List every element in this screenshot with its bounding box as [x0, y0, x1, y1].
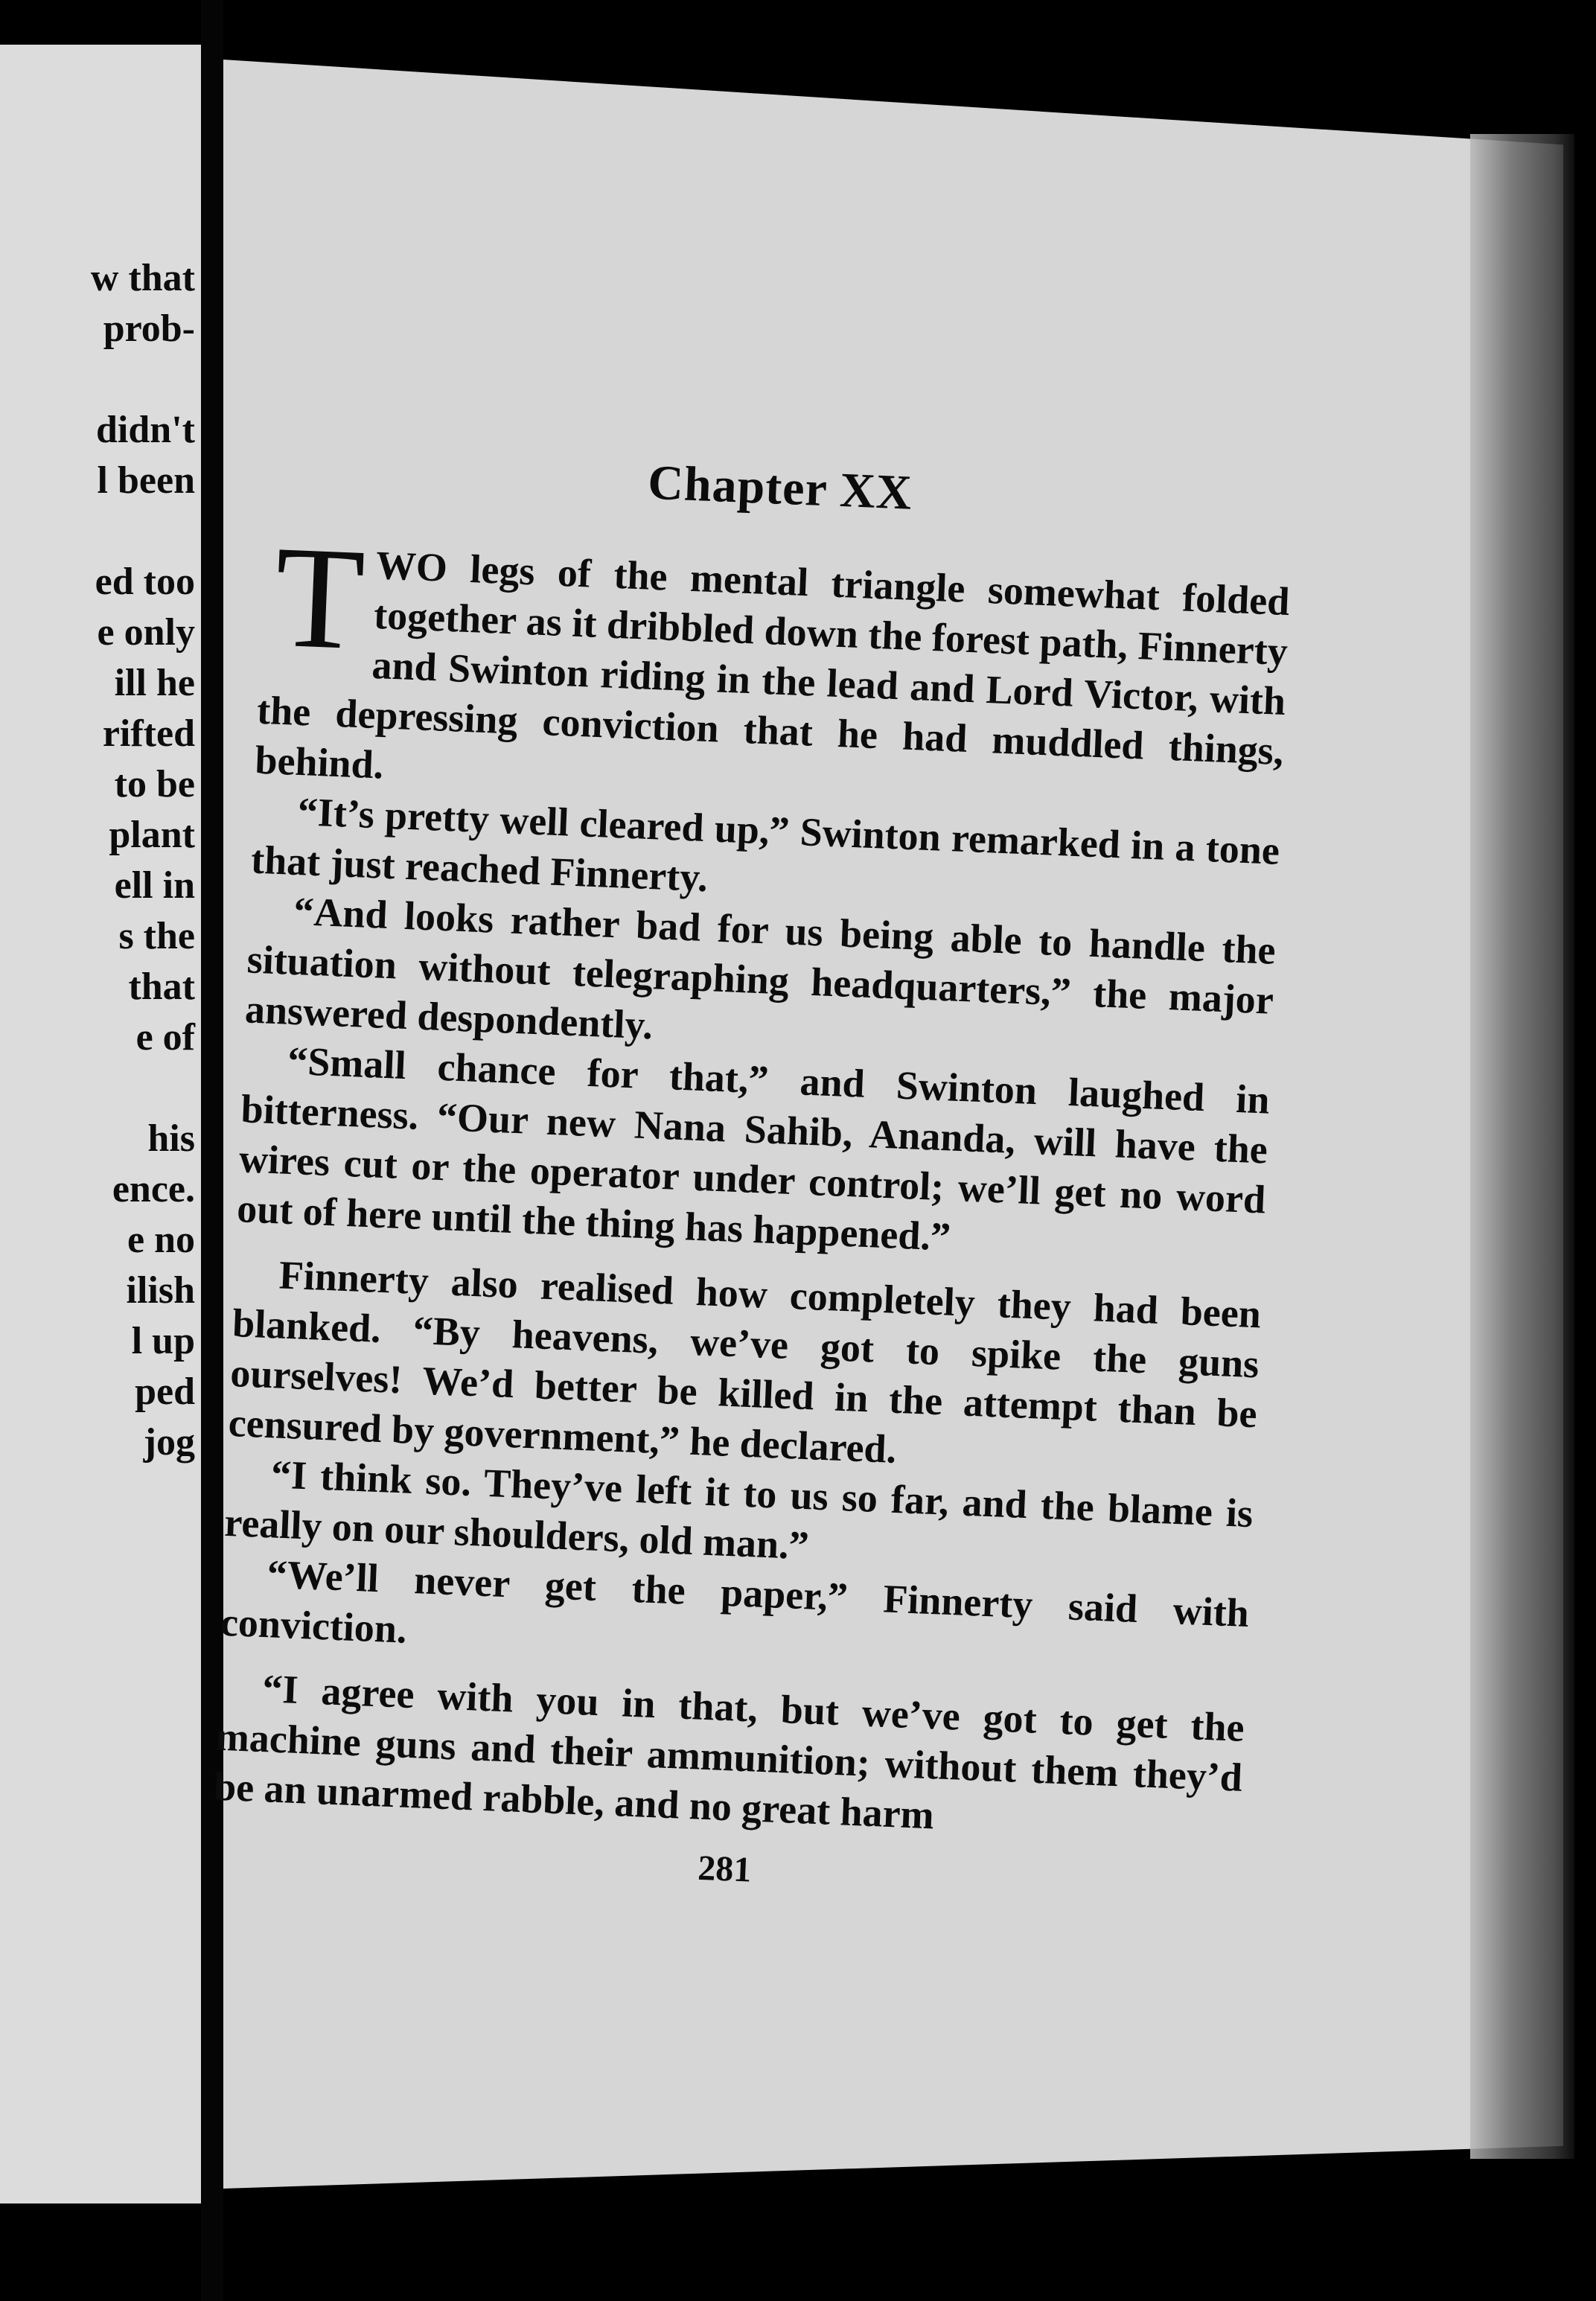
left-page-line: didn't: [96, 409, 195, 451]
left-page-line: ped: [135, 1370, 195, 1413]
paragraph-5: Finnerty also realised how completely they had been blanked. “By heavens, we’ve got to spike the guns ourselves! We’d better be killed in the attempt than be censured by government,” he declared.: [227, 1252, 1263, 1472]
left-page-line: [91, 354, 195, 405]
chapter-title: Chapter XX: [646, 455, 913, 520]
left-page-text: [91, 253, 195, 1468]
paragraph-1: [254, 515, 1291, 826]
left-page-line: that: [128, 966, 195, 1008]
left-page-line: [91, 1063, 195, 1114]
paragraph-2: “It’s pretty well cleared up,” Swinton remarked in a tone that just reached Finnerty.: [250, 789, 1281, 901]
left-page-line: s the: [118, 915, 195, 957]
left-page-line: e only: [97, 611, 195, 654]
left-page-line: jog: [143, 1421, 195, 1464]
left-page-line: ilish: [126, 1269, 195, 1312]
left-page-line: to be: [114, 763, 195, 805]
left-page-line: ill he: [114, 662, 195, 704]
page-number: 281: [697, 1848, 753, 1890]
left-page-line: w that: [90, 257, 195, 299]
left-page-line: e of: [135, 1016, 195, 1059]
paragraph-6: “I think so. They’ve left it to us so far, and the blame is really on our shoulders, old man.”: [223, 1452, 1254, 1568]
left-page-line: rifted: [102, 712, 195, 755]
paragraph-8: “I agree with you in that, but we’ve got to get the machine guns and their ammunition; without them they’d be an unarmed rabble, and no great harm: [213, 1666, 1245, 1838]
left-page-line: prob-: [103, 307, 195, 350]
left-page-line: e no: [127, 1219, 195, 1261]
left-page-line: his: [147, 1117, 195, 1160]
book-gutter: [201, 0, 223, 2301]
drop-cap: T: [272, 515, 368, 681]
paragraph-4: “Small chance for that,” and Swinton laughed in bitterness. “Our new Nana Sahib, Ananda, will have the wires cut or the operator under control; we’ll get no word out of here until the thing has happened.”: [236, 1038, 1271, 1260]
left-page-line: ell in: [114, 864, 195, 907]
left-page-line: ence.: [112, 1168, 195, 1210]
left-page-line: l up: [131, 1320, 195, 1362]
page-text-block: [211, 439, 1295, 1910]
left-page-line: [91, 506, 195, 557]
paragraph-7: “We’ll never get the paper,” Finnerty said with conviction.: [219, 1551, 1250, 1652]
left-page-line: ed too: [95, 561, 195, 603]
left-page-line: plant: [109, 814, 195, 856]
page-edge-shadow: [1470, 134, 1574, 2159]
left-facing-page: [0, 45, 201, 2203]
paragraph-3: “And looks rather bad for us being able to handle the situation without telegraphing headquarters,” the major answered despondently.: [244, 888, 1277, 1048]
left-page-line: l been: [97, 459, 195, 502]
paragraph-1-text: WO legs of the mental triangle somewhat folded together as it dribbled down the forest path, Finnerty and Swinton riding in the lead and Lord Victor, with the depressing conviction that he had muddled things, behind.: [254, 542, 1291, 788]
